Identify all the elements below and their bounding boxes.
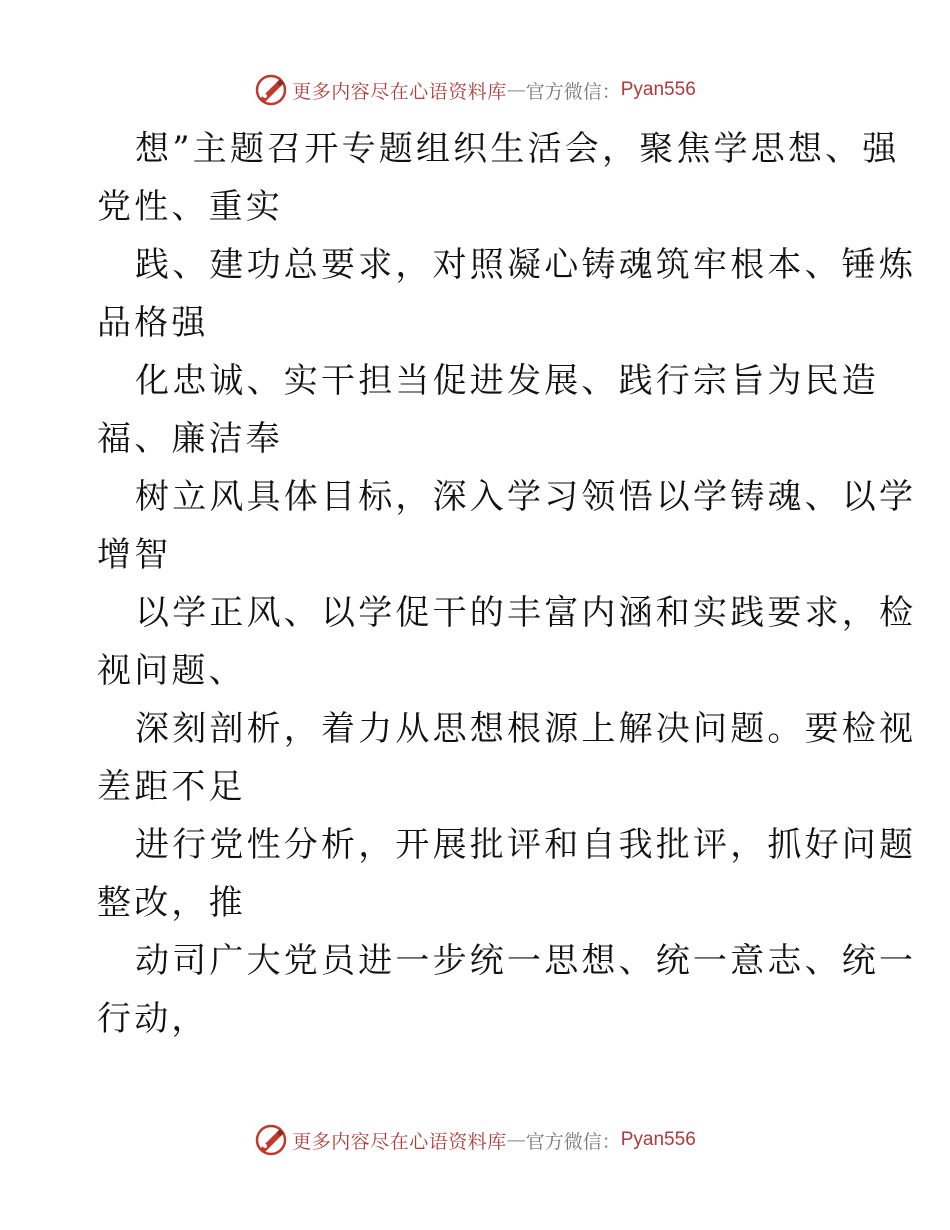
paragraph (97, 236, 917, 352)
paragraph (97, 932, 917, 1048)
paragraph-line: 增智 (97, 535, 172, 575)
paragraph-line: 想”主题召开专题组织生活会，聚焦学思想、强 (135, 129, 900, 169)
paragraph-line: 动司广大党员进一步统一思想、统一意志、统一 (135, 941, 917, 981)
pen-logo-icon (254, 73, 288, 107)
paragraph-line: 进行党性分析，开展批评和自我批评，抓好问题 (135, 825, 917, 865)
header-wechat-label: 官方微信： (525, 80, 621, 103)
paragraph (97, 700, 917, 816)
paragraph-line: 品格强 (97, 303, 209, 343)
footer-dash: — (506, 1129, 526, 1151)
footer-banner (0, 1120, 950, 1160)
paragraph-line: 福、廉洁奉 (97, 419, 283, 459)
header-site-text: 更多内容尽在心语资料库 (292, 80, 507, 103)
paragraph-line: 行动， (97, 999, 209, 1039)
header-banner (0, 70, 950, 110)
paragraph (97, 120, 900, 236)
paragraph (97, 584, 917, 700)
paragraph (97, 468, 917, 584)
header-account: Pyan556 (620, 79, 696, 100)
pen-logo-icon (254, 1123, 288, 1157)
paragraph (97, 816, 917, 932)
paragraph-line: 整改，推 (97, 883, 246, 923)
paragraph-line: 差距不足 (97, 767, 246, 807)
footer-site-text: 更多内容尽在心语资料库 (292, 1130, 507, 1153)
paragraph-line: 化忠诚、实干担当促进发展、践行宗旨为民造 (135, 361, 879, 401)
footer-account: Pyan556 (620, 1129, 696, 1150)
header-dash: — (506, 79, 526, 101)
paragraph-line: 践、建功总要求，对照凝心铸魂筑牢根本、锤炼 (135, 245, 917, 285)
paragraph-line: 以学正风、以学促干的丰富内涵和实践要求，检 (135, 593, 917, 633)
paragraph-line: 深刻剖析，着力从思想根源上解决问题。要检视 (135, 709, 917, 749)
paragraph (97, 352, 879, 468)
paragraph-line: 树立风具体目标，深入学习领悟以学铸魂、以学 (135, 477, 917, 517)
paragraph-line: 党性、重实 (97, 187, 283, 227)
footer-wechat-label: 官方微信： (525, 1130, 621, 1153)
paragraph-line: 视问题、 (97, 651, 246, 691)
document-body (97, 120, 917, 1048)
